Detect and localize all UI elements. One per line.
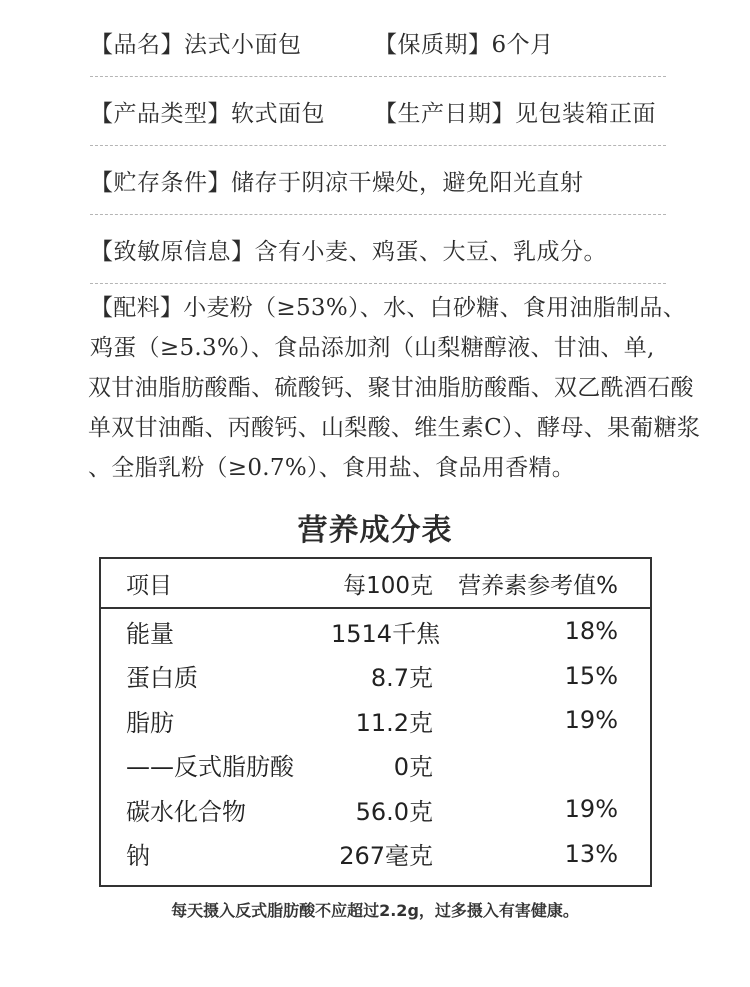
nutrient-nrv: 15%: [564, 661, 618, 690]
ingredients-line: 、全脂乳粉（≥0.7%）、食用盐、食品用香精。: [88, 455, 576, 481]
header-per100g: 每100克: [343, 572, 433, 599]
table-row: [101, 698, 650, 743]
ingredients-line: 【配料】小麦粉（≥53%）、水、白砂糖、食用油脂制品、: [90, 295, 686, 321]
table-row: [101, 743, 650, 788]
ingredients-block: [90, 288, 730, 488]
header-nrv: 营养素参考值%: [458, 572, 618, 599]
nutrition-table-title: 营养成分表: [297, 513, 453, 548]
nutrition-table: [99, 557, 652, 887]
header-item: 项目: [126, 572, 172, 599]
info-section: [90, 8, 666, 284]
nutrient-amount: 56.0克: [355, 797, 433, 826]
table-row: [101, 832, 650, 877]
nutrition-table-header: [101, 559, 650, 609]
trans-fat-footnote: 每天摄入反式脂肪酸不应超过2.2g，过多摄入有害健康。: [171, 901, 579, 920]
nutrient-name: 能量: [126, 619, 174, 648]
ingredients-line: 单双甘油酯、丙酸钙、山梨酸、维生素C）、酵母、果葡糖浆: [88, 415, 701, 441]
nutrient-nrv: 19%: [564, 706, 618, 735]
nutrient-name: 碳水化合物: [126, 797, 246, 826]
info-row-storage: [90, 146, 666, 215]
nutrition-table-body: [101, 609, 650, 876]
nutrient-name: ——反式脂肪酸: [126, 753, 294, 782]
info-row-allergen: [90, 215, 666, 284]
nutrient-amount: 1514千焦: [331, 619, 441, 648]
product-name: 【品名】法式小面包: [90, 31, 302, 58]
nutrient-amount: 267毫克: [339, 842, 433, 871]
ingredients-line: 鸡蛋（≥5.3%）、食品添加剂（山梨糖醇液、甘油、单,: [90, 335, 655, 361]
table-row: [101, 654, 650, 699]
nutrient-amount: 11.2克: [355, 708, 433, 737]
nutrient-name: 脂肪: [126, 708, 174, 737]
info-row-type-date: [90, 77, 666, 146]
storage-conditions: 【贮存条件】储存于阴凉干燥处，避免阳光直射: [90, 169, 584, 196]
info-row-name-shelf-life: [90, 8, 666, 77]
nutrient-nrv: 18%: [564, 617, 618, 646]
nutrient-amount: 8.7克: [370, 664, 433, 693]
allergen-info: 【致敏原信息】含有小麦、鸡蛋、大豆、乳成分。: [90, 238, 607, 265]
product-type: 【产品类型】软式面包: [90, 100, 325, 127]
production-date: 【生产日期】见包装箱正面: [374, 100, 656, 127]
nutrient-nrv: 19%: [564, 795, 618, 824]
table-row: [101, 609, 650, 654]
shelf-life: 【保质期】6个月: [374, 31, 554, 58]
ingredients-line: 双甘油脂肪酸酯、硫酸钙、聚甘油脂肪酸酯、双乙酰酒石酸: [88, 375, 694, 401]
table-row: [101, 787, 650, 832]
nutrient-name: 钠: [126, 842, 150, 871]
nutrient-nrv: 13%: [564, 839, 618, 868]
nutrient-name: 蛋白质: [126, 664, 198, 693]
nutrient-amount: 0克: [393, 753, 433, 782]
